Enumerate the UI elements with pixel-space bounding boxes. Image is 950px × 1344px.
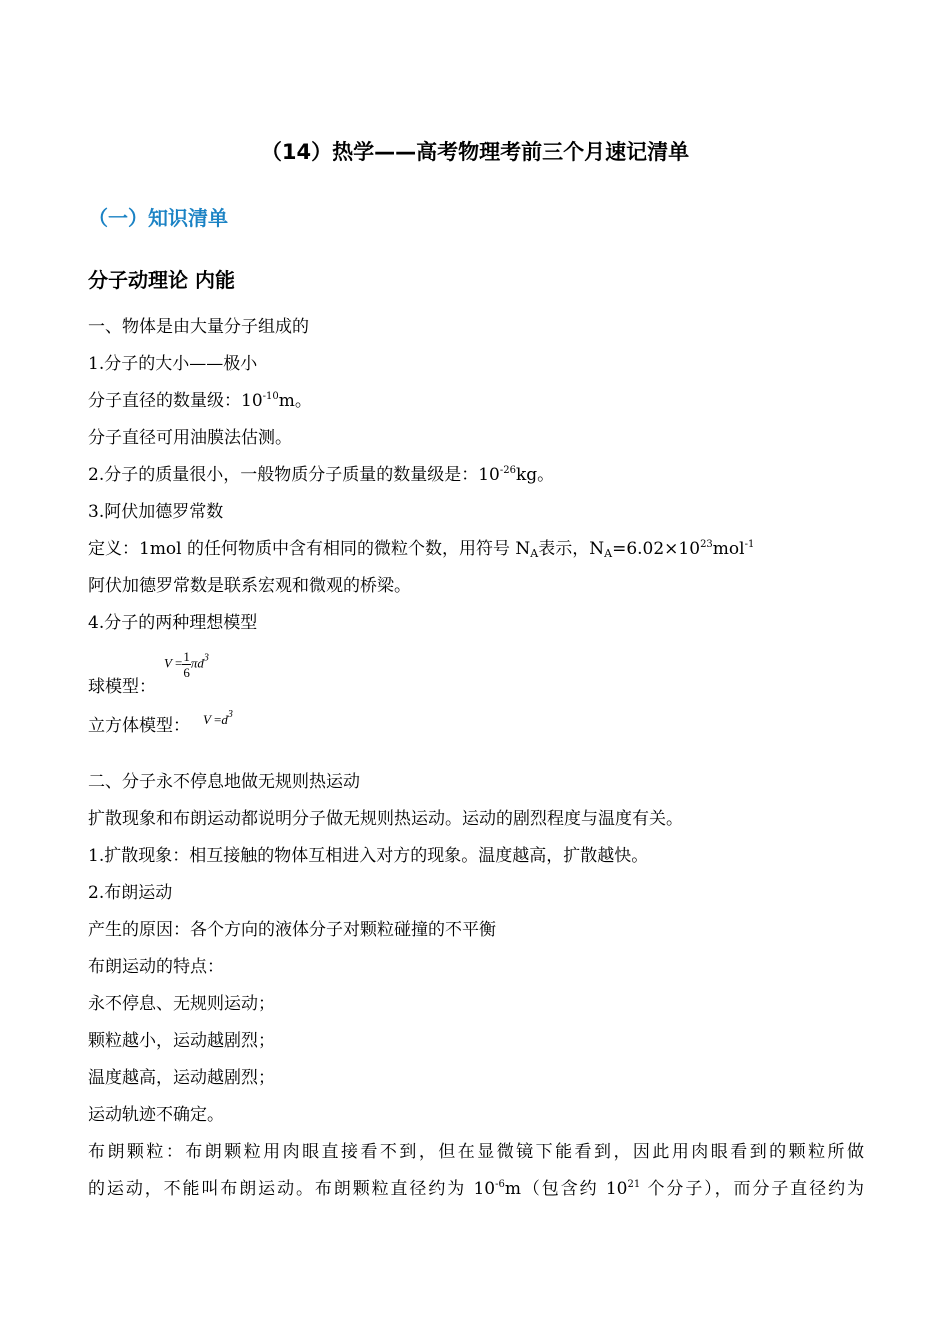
paragraph-brownian-cause: 产生的原因：各个方向的液体分子对颗粒碰撞的不平衡 xyxy=(88,920,496,940)
paragraph-brownian-particle-cont: 的运动，不能叫布朗运动。布朗颗粒直径约为 $10^{-6}m$（包含约 $10^{21}$ 个分子），而分子直径约为 xyxy=(88,1179,865,1199)
sphere-model-label: 球模型： xyxy=(88,677,156,697)
paragraph-diffusion: 1.扩散现象：相互接触的物体互相进入对方的现象。温度越高，扩散越快。 xyxy=(88,846,649,866)
paragraph-molecule-mass: 2.分子的质量很小，一般物质分子质量的数量级是：$10^{-26}kg$。 xyxy=(88,465,555,485)
sphere-model-formula: V = $\frac{1}{6}$ $\pi d^3$ xyxy=(164,649,209,680)
list-item: 颗粒越小，运动越剧烈； xyxy=(88,1031,275,1051)
heading-thermal-motion: 二、分子永不停息地做无规则热运动 xyxy=(88,772,360,792)
paragraph-avogadro-bridge: 阿伏加德罗常数是联系宏观和微观的桥梁。 xyxy=(88,576,411,596)
list-item: 运动轨迹不确定。 xyxy=(88,1105,224,1125)
paragraph-brownian-features: 布朗运动的特点： xyxy=(88,957,224,977)
paragraph-brownian-particle: 布朗颗粒：布朗颗粒用肉眼直接看不到，但在显微镜下能看到，因此用肉眼看到的颗粒所做 xyxy=(88,1142,864,1162)
paragraph-molecule-size: 1.分子的大小——极小 xyxy=(88,354,258,374)
heading-molecules-composition: 一、物体是由大量分子组成的 xyxy=(88,317,309,337)
section-heading: （一）知识清单 xyxy=(88,206,228,230)
paragraph-diffusion-brownian: 扩散现象和布朗运动都说明分子做无规则热运动。运动的剧烈程度与温度有关。 xyxy=(88,809,683,829)
page-title: （14）热学——高考物理考前三个月速记清单 xyxy=(260,140,690,164)
paragraph-diameter-magnitude: 分子直径的数量级：$10^{-10}m$。 xyxy=(88,391,312,411)
topic-heading: 分子动理论 内能 xyxy=(88,268,235,292)
paragraph-oil-film: 分子直径可用油膜法估测。 xyxy=(88,428,292,448)
list-item: 永不停息、无规则运动； xyxy=(88,994,275,1014)
paragraph-ideal-models: 4.分子的两种理想模型 xyxy=(88,613,258,633)
paragraph-avogadro-heading: 3.阿伏加德罗常数 xyxy=(88,502,224,522)
cube-model-label: 立方体模型： xyxy=(88,716,190,736)
paragraph-avogadro-definition: 定义：1mol 的任何物质中含有相同的微粒个数，用符号 $N_A$表示，$N_A=6.02\times 10^{23}mol^{-1}$ xyxy=(88,539,755,560)
list-item: 温度越高，运动越剧烈； xyxy=(88,1068,275,1088)
paragraph-brownian-heading: 2.布朗运动 xyxy=(88,883,173,903)
cube-model-formula: $V =d^3$ xyxy=(203,709,233,727)
